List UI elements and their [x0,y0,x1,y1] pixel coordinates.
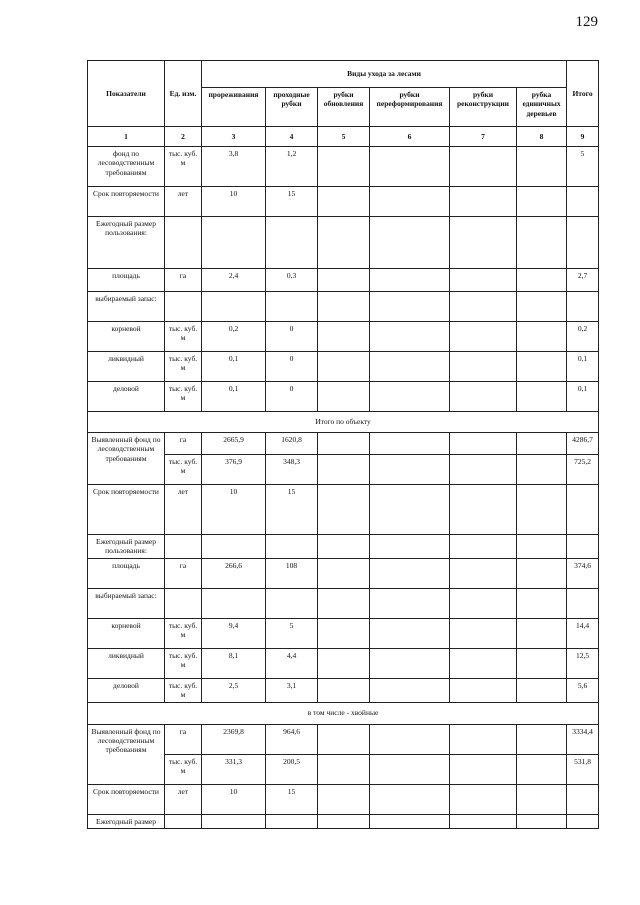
single-tree-value [517,433,567,455]
total-value [567,187,599,217]
passage-cutting-value [266,217,318,269]
total-value: 4286,7 [567,433,599,455]
table-row [88,784,599,814]
table-row [88,147,599,187]
thinning-value: 0,2 [202,322,266,352]
indicator-cell: выбираемый запас: [88,292,165,322]
passage-cutting-value [266,535,318,559]
header-care-types: Виды ухода за лесами [202,61,567,88]
reformation-value [370,618,450,648]
indicator-cell: Ежегодный размер [88,814,165,828]
total-value [567,217,599,269]
table-row [88,455,599,485]
header-total: Итого [567,61,599,127]
reconstruction-value [450,588,517,618]
unit-cell [165,292,202,322]
thinning-value: 331,3 [202,754,266,784]
passage-cutting-value: 15 [266,485,318,535]
renewal-value [318,382,370,412]
thinning-value: 8,1 [202,648,266,678]
renewal-value [318,187,370,217]
total-value [567,784,599,814]
unit-cell: тыс. куб. м [165,455,202,485]
thinning-value: 376,9 [202,455,266,485]
indicator-cell: площадь [88,269,165,292]
renewal-value [318,558,370,588]
single-tree-value [517,724,567,754]
total-value [567,535,599,559]
reformation-value [370,352,450,382]
reconstruction-value [450,147,517,187]
header-reconstruction-cutting: рубки реконструкции [450,88,517,127]
reformation-value [370,382,450,412]
total-value: 2,7 [567,269,599,292]
thinning-value: 0,1 [202,352,266,382]
indicator-cell: Ежегодный размер пользования: [88,217,165,269]
single-tree-value [517,187,567,217]
reformation-value [370,455,450,485]
header-renewal-cutting: рубки обновления [318,88,370,127]
table-row [88,433,599,455]
thinning-value: 2,4 [202,269,266,292]
table-row [88,352,599,382]
reformation-value [370,269,450,292]
passage-cutting-value: 15 [266,784,318,814]
passage-cutting-value: 4,4 [266,648,318,678]
reformation-value [370,485,450,535]
single-tree-value [517,814,567,828]
unit-cell: тыс. куб. м [165,382,202,412]
table-row [88,588,599,618]
total-value: 14,4 [567,618,599,648]
column-index: 5 [318,127,370,147]
renewal-value [318,433,370,455]
reformation-value [370,678,450,702]
unit-cell [165,217,202,269]
total-value [567,292,599,322]
single-tree-value [517,382,567,412]
thinning-value: 10 [202,784,266,814]
passage-cutting-value: 0 [266,382,318,412]
thinning-value [202,292,266,322]
total-value: 12,5 [567,648,599,678]
reconstruction-value [450,485,517,535]
header-unit: Ед. изм. [165,61,202,127]
reformation-value [370,814,450,828]
thinning-value: 2,5 [202,678,266,702]
table-row [88,187,599,217]
reconstruction-value [450,382,517,412]
table-row [88,724,599,754]
table-row [88,648,599,678]
renewal-value [318,485,370,535]
unit-cell: га [165,558,202,588]
unit-cell: га [165,724,202,754]
header-thinning: прореживания [202,88,266,127]
table-row [88,485,599,535]
column-index: 8 [517,127,567,147]
unit-cell: га [165,433,202,455]
single-tree-value [517,648,567,678]
indicator-cell: фонд по лесоводственным требованиям [88,147,165,187]
table-row [88,558,599,588]
total-value [567,485,599,535]
unit-cell: тыс. куб. м [165,648,202,678]
indicator-cell: корневой [88,618,165,648]
renewal-value [318,455,370,485]
renewal-value [318,292,370,322]
reconstruction-value [450,217,517,269]
indicator-cell: Срок повторяемости [88,784,165,814]
reconstruction-value [450,269,517,292]
renewal-value [318,618,370,648]
single-tree-value [517,588,567,618]
indicator-cell: ликвидный [88,648,165,678]
indicator-cell: выбираемый запас: [88,588,165,618]
header-reformation-cutting: рубки переформирования [370,88,450,127]
unit-cell: тыс. куб. м [165,322,202,352]
thinning-value: 2369,8 [202,724,266,754]
reconstruction-value [450,292,517,322]
renewal-value [318,648,370,678]
column-index: 3 [202,127,266,147]
passage-cutting-value: 0,3 [266,269,318,292]
indicator-cell: ликвидный [88,352,165,382]
thinning-value: 266,6 [202,558,266,588]
indicator-cell: площадь [88,558,165,588]
renewal-value [318,754,370,784]
page-number: 129 [575,14,598,30]
thinning-value: 3,8 [202,147,266,187]
header-passage-cutting: проходные рубки [266,88,318,127]
unit-cell [165,588,202,618]
unit-cell: тыс. куб. м [165,678,202,702]
reformation-value [370,588,450,618]
reconstruction-value [450,433,517,455]
passage-cutting-value: 1,2 [266,147,318,187]
reconstruction-value [450,618,517,648]
renewal-value [318,784,370,814]
thinning-value [202,217,266,269]
reconstruction-value [450,455,517,485]
unit-cell: лет [165,187,202,217]
renewal-value [318,678,370,702]
header-single-tree-cutting: рубка единичных деревьев [517,88,567,127]
total-value: 531,8 [567,754,599,784]
unit-cell: тыс. куб. м [165,147,202,187]
reformation-value [370,322,450,352]
single-tree-value [517,322,567,352]
single-tree-value [517,455,567,485]
passage-cutting-value: 200,5 [266,754,318,784]
passage-cutting-value: 348,3 [266,455,318,485]
single-tree-value [517,618,567,648]
reconstruction-value [450,814,517,828]
table-row [88,217,599,269]
single-tree-value [517,147,567,187]
column-index: 4 [266,127,318,147]
total-value: 0,1 [567,382,599,412]
indicator-cell: Срок повторяемости [88,187,165,217]
thinning-value: 2665,9 [202,433,266,455]
single-tree-value [517,784,567,814]
reconstruction-value [450,678,517,702]
indicator-cell: корневой [88,322,165,352]
indicator-cell: деловой [88,678,165,702]
forest-care-table [87,60,599,829]
header-indicators: Показатели [88,61,165,127]
section-title: Итого по объекту [88,412,599,433]
thinning-value: 10 [202,485,266,535]
passage-cutting-value: 5 [266,618,318,648]
section-row [88,702,599,724]
reconstruction-value [450,784,517,814]
passage-cutting-value: 3,1 [266,678,318,702]
total-value: 3334,4 [567,724,599,754]
total-value: 5,6 [567,678,599,702]
reconstruction-value [450,187,517,217]
thinning-value [202,588,266,618]
table-row [88,814,599,828]
reformation-value [370,724,450,754]
passage-cutting-value [266,814,318,828]
reconstruction-value [450,535,517,559]
column-index: 1 [88,127,165,147]
reformation-value [370,292,450,322]
renewal-value [318,724,370,754]
table-row [88,754,599,784]
renewal-value [318,352,370,382]
column-index: 7 [450,127,517,147]
reformation-value [370,147,450,187]
section-row [88,412,599,433]
thinning-value: 10 [202,187,266,217]
total-value: 374,6 [567,558,599,588]
passage-cutting-value: 15 [266,187,318,217]
unit-cell: тыс. куб. м [165,352,202,382]
indicator-cell: Выявленный фонд по лесоводственным требованиям [88,724,165,784]
passage-cutting-value [266,292,318,322]
column-index: 9 [567,127,599,147]
passage-cutting-value: 0 [266,352,318,382]
passage-cutting-value: 964,6 [266,724,318,754]
passage-cutting-value: 0 [266,322,318,352]
unit-cell: тыс. куб. м [165,754,202,784]
indicator-cell: деловой [88,382,165,412]
table-row [88,382,599,412]
single-tree-value [517,217,567,269]
single-tree-value [517,292,567,322]
unit-cell: лет [165,784,202,814]
single-tree-value [517,535,567,559]
single-tree-value [517,558,567,588]
reformation-value [370,433,450,455]
renewal-value [318,535,370,559]
unit-cell: га [165,269,202,292]
total-value [567,814,599,828]
reconstruction-value [450,648,517,678]
reconstruction-value [450,558,517,588]
reconstruction-value [450,754,517,784]
table-row [88,292,599,322]
column-index: 2 [165,127,202,147]
passage-cutting-value: 108 [266,558,318,588]
reformation-value [370,754,450,784]
total-value: 5 [567,147,599,187]
reformation-value [370,558,450,588]
single-tree-value [517,678,567,702]
table-row [88,678,599,702]
unit-cell [165,814,202,828]
passage-cutting-value [266,588,318,618]
single-tree-value [517,352,567,382]
table-row [88,618,599,648]
total-value: 0,2 [567,322,599,352]
unit-cell: лет [165,485,202,535]
renewal-value [318,588,370,618]
renewal-value [318,147,370,187]
reformation-value [370,535,450,559]
renewal-value [318,269,370,292]
unit-cell: тыс. куб. м [165,618,202,648]
indicator-cell: Ежегодный размер пользования: [88,535,165,559]
unit-cell [165,535,202,559]
indicator-cell: Срок повторяемости [88,485,165,535]
reconstruction-value [450,352,517,382]
thinning-value [202,535,266,559]
single-tree-value [517,754,567,784]
total-value [567,588,599,618]
column-index-row [88,127,599,147]
reconstruction-value [450,724,517,754]
thinning-value: 0,1 [202,382,266,412]
reformation-value [370,784,450,814]
reformation-value [370,648,450,678]
thinning-value: 9,4 [202,618,266,648]
reformation-value [370,187,450,217]
total-value: 725,2 [567,455,599,485]
passage-cutting-value: 1620,8 [266,433,318,455]
column-index: 6 [370,127,450,147]
total-value: 0,1 [567,352,599,382]
section-title: в том числе - хвойные [88,702,599,724]
header-row [88,61,599,88]
renewal-value [318,217,370,269]
table-row [88,269,599,292]
thinning-value [202,814,266,828]
table-row [88,322,599,352]
reformation-value [370,217,450,269]
table-row [88,535,599,559]
single-tree-value [517,269,567,292]
indicator-cell: Выявленный фонд по лесоводственным требованиям [88,433,165,485]
renewal-value [318,322,370,352]
reconstruction-value [450,322,517,352]
single-tree-value [517,485,567,535]
renewal-value [318,814,370,828]
